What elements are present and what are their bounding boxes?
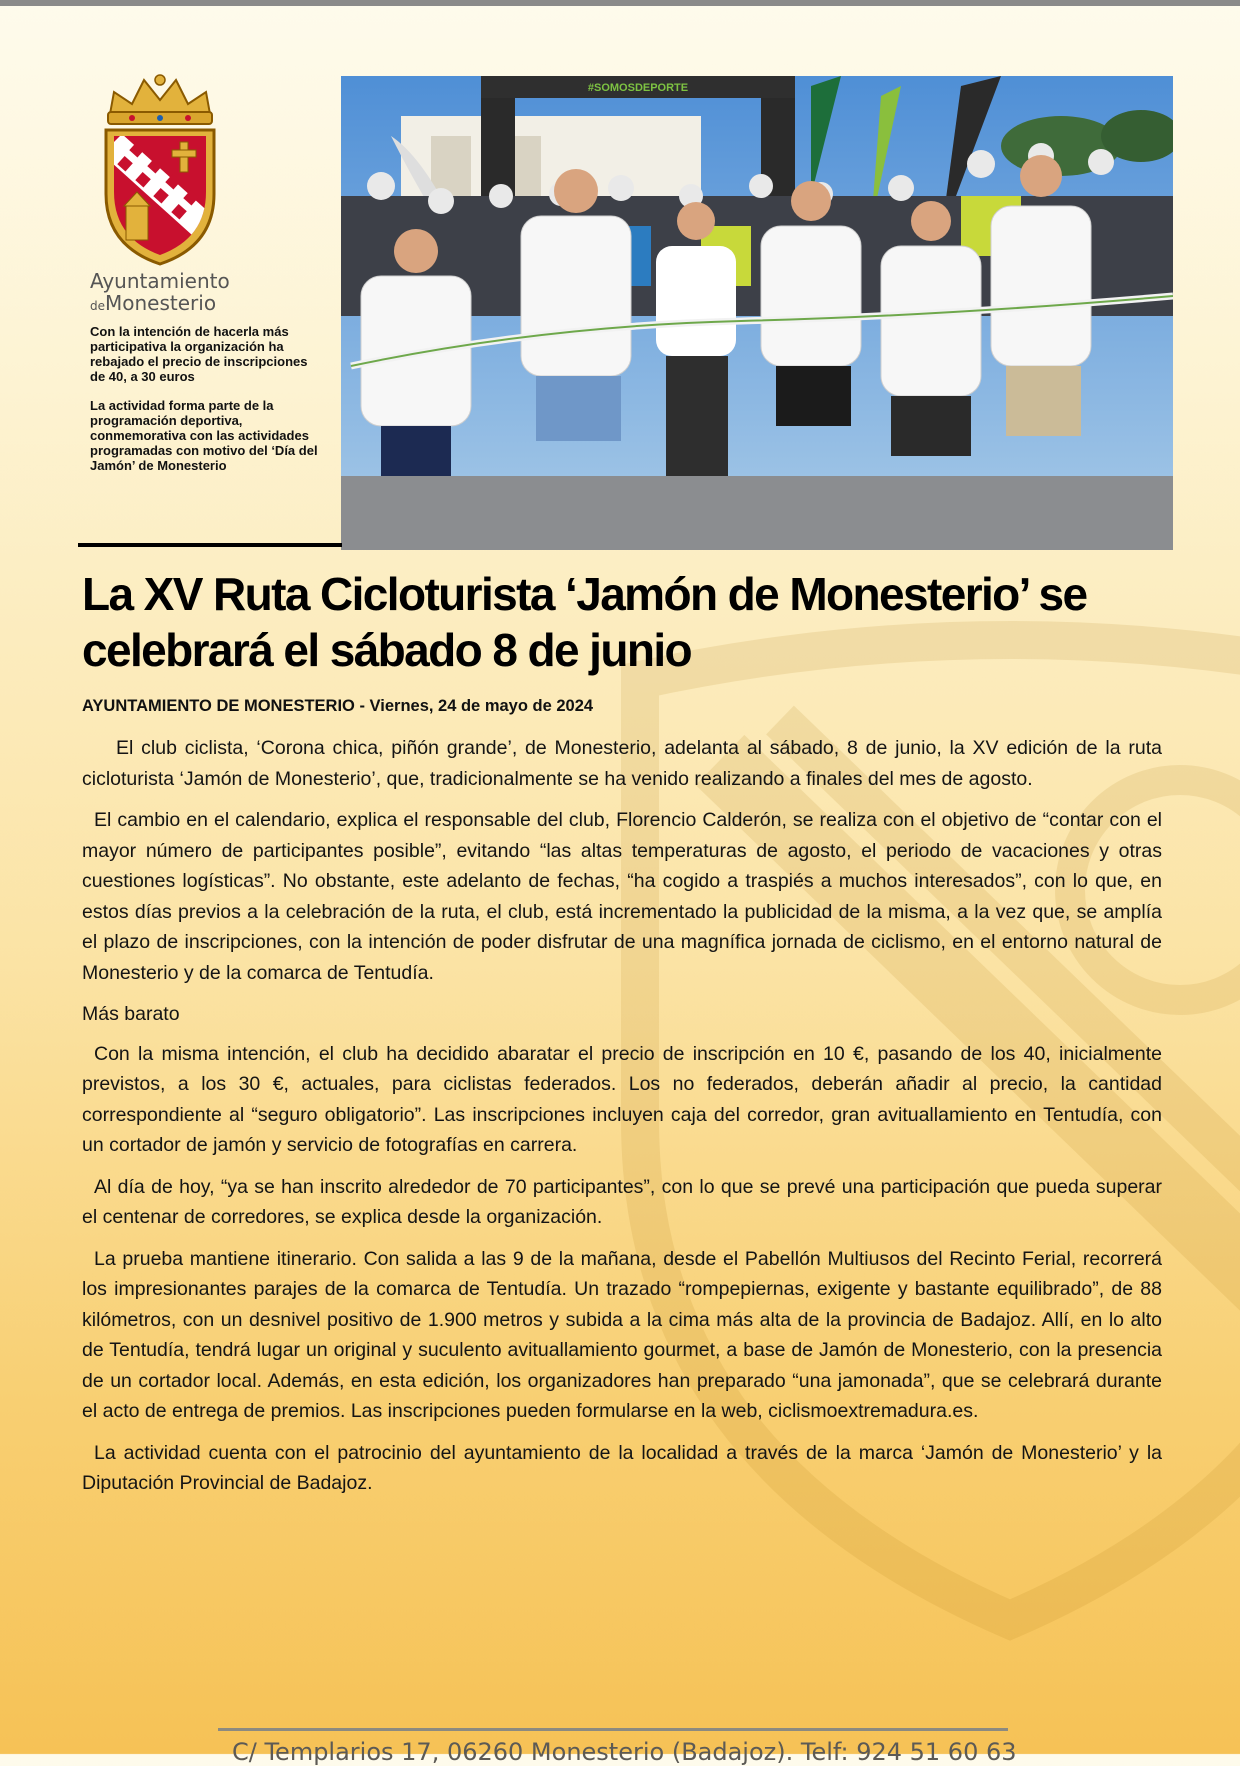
article-body	[82, 733, 1162, 1510]
sidebar-highlights	[90, 324, 318, 487]
arch-banner-text: #SOMOSDEPORTE	[587, 82, 689, 94]
organization-name-prefix: de	[90, 299, 105, 313]
coat-of-arms-logo	[92, 74, 228, 270]
organization-name	[90, 270, 250, 317]
page-top-border	[0, 0, 1240, 6]
event-photo	[341, 76, 1173, 550]
article-byline: AYUNTAMIENTO DE MONESTERIO - Viernes, 24 de mayo de 2024	[82, 697, 594, 715]
footer-address: C/ Templarios 17, 06260 Monesterio (Badajoz). Telf: 924 51 60 63	[232, 1738, 1017, 1766]
article-headline: La XV Ruta Cicloturista ‘Jamón de Monesterio’ se celebrará el sábado 8 de junio	[82, 568, 1087, 676]
sidebar-note-2: La actividad forma parte de la programación deportiva, conmemorativa con las actividades programadas con motivo del ‘Día del Jamón’ de Monesterio	[90, 398, 318, 473]
organization-name-line2	[90, 292, 250, 317]
crown-icon	[108, 75, 212, 124]
article-paragraph-1: El club ciclista, ‘Corona chica, piñón grande’, de Monesterio, adelanta al sábado, 8 de junio, la XV edición de la ruta cicloturista ‘Jamón de Monesterio’, que, tradicionalmente se ha venido realizando a finales del mes de agosto.	[82, 737, 1162, 790]
article-subheading: Más barato	[82, 1003, 180, 1025]
article-paragraph-2: El cambio en el calendario, explica el responsable del club, Florencio Calderón, se realiza con el objetivo de “contar con el mayor número de participantes posible”, evitando “las altas temperaturas de agosto, el periodo de vacaciones y otras cuestiones logísticas”. No obstante, este adelanto de fechas, “ha cogido a traspiés a muchos interesados”, con lo que, en estos días previos a la celebración de la ruta, el club, está incrementado la publicidad de la misma, a la vez que, se amplía el plazo de inscripciones, con la intención de poder disfrutar de una magnífica jornada de ciclismo, en el entorno natural de Monesterio y de la comarca de Tentudía.	[82, 809, 1162, 984]
sidebar-note-1: Con la intención de hacerla más participativa la organización ha rebajado el precio de inscripciones de 40, a 30 euros	[90, 324, 308, 384]
footer-rule	[218, 1728, 1008, 1731]
article-paragraph-4: Al día de hoy, “ya se han inscrito alrededor de 70 participantes”, con lo que se prevé una participación que pueda superar el centenar de corredores, se explica desde la organización.	[82, 1175, 1162, 1228]
article-paragraph-3: Con la misma intención, el club ha decidido abaratar el precio de inscripción en 10 €, pasando de los 40, inicialmente previstos, a los 30 €, actuales, para ciclistas federados. Los no federados, deberán añadir al precio, la cantidad correspondiente al “seguro obligatorio”. Las inscripciones incluyen caja del corredor, gran avituallamiento en Tentudía, con un cortador de jamón y servicio de fotografías en carrera.	[82, 1042, 1162, 1156]
article-paragraph-5: La prueba mantiene itinerario. Con salida a las 9 de la mañana, desde el Pabellón Multiusos del Recinto Ferial, recorrerá los impresionantes parajes de la comarca de Tentudía. Un trazado “rompepiernas, exigente y bastante equilibrado”, de 88 kilómetros, con un desnivel positivo de 1.900 metros y subida a la cima más alta de la provincia de Badajoz. Allí, en lo alto de Tentudía, tendrá lugar un original y suculento avituallamiento gourmet, a base de Jamón de Monesterio, con la presencia de un cortador local. Además, en esta edición, los organizadores han preparado “una jamonada”, que se celebrará durante el acto de entrega de premios. Las inscripciones pueden formularse en la web, ciclismoextremadura.es.	[82, 1247, 1162, 1422]
organization-name-town: Monesterio	[105, 291, 217, 315]
article-paragraph-6: La actividad cuenta con el patrocinio del ayuntamiento de la localidad a través de la marca ‘Jamón de Monesterio’ y la Diputación Provincial de Badajoz.	[82, 1441, 1162, 1494]
section-rule	[78, 543, 342, 547]
organization-name-line1: Ayuntamiento	[90, 269, 230, 293]
